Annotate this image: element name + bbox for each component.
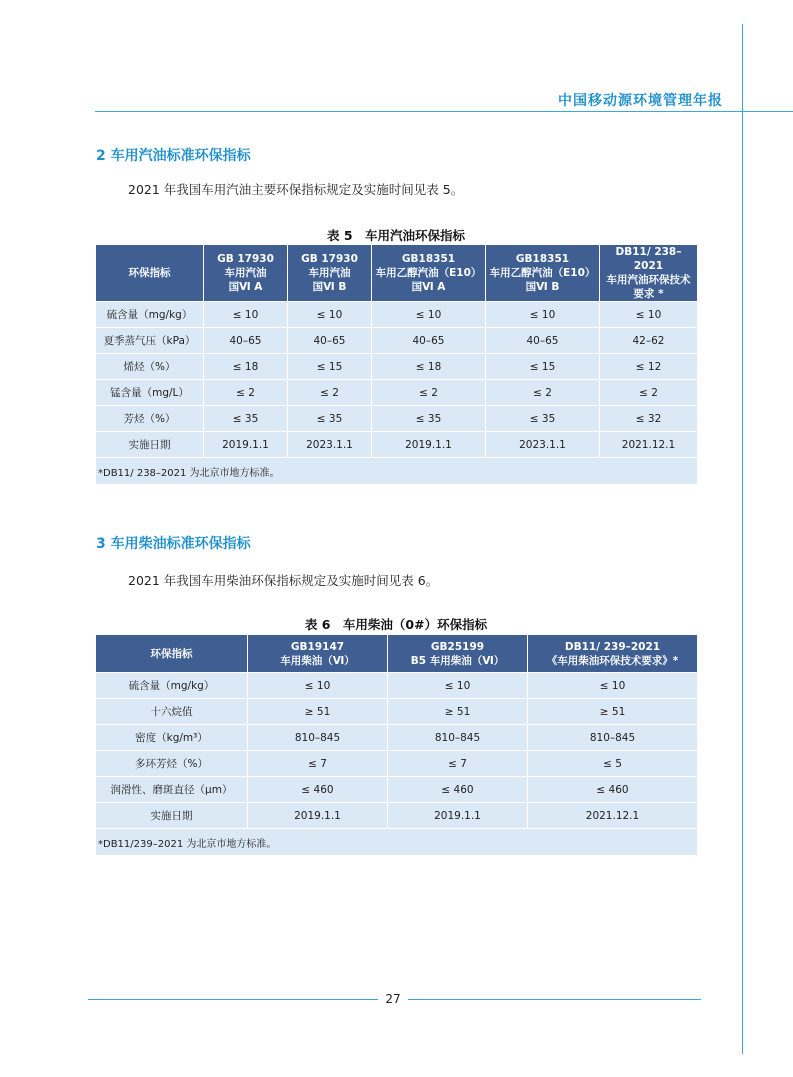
header-indicator: 环保指标 <box>96 245 204 302</box>
section-3-paragraph: 2021 年我国车用柴油环保指标规定及实施时间见表 6。 <box>128 573 439 588</box>
header-db11-238: DB11/ 238–2021 车用汽油环保技术 要求 * <box>600 245 698 302</box>
value-cell: ≤ 32 <box>600 406 698 432</box>
value-cell: 40–65 <box>204 328 288 354</box>
table-note: *DB11/ 238–2021 为北京市地方标准。 <box>96 458 698 485</box>
value-cell: ≤ 7 <box>388 751 528 777</box>
value-cell: ≤ 35 <box>372 406 486 432</box>
value-cell: ≤ 35 <box>486 406 600 432</box>
value-cell: 2023.1.1 <box>288 432 372 458</box>
diesel-standards-table <box>95 634 698 856</box>
header-gb18351-a: GB18351 车用乙醇汽油（E10） 国Ⅵ A <box>372 245 486 302</box>
value-cell: ≤ 18 <box>372 354 486 380</box>
value-cell: 810–845 <box>248 725 388 751</box>
value-cell: ≤ 10 <box>248 673 388 699</box>
section-2-title: 2 车用汽油标准环保指标 <box>96 148 251 164</box>
footer-rule-left <box>88 999 378 1000</box>
table-row <box>96 406 698 432</box>
value-cell: ≤ 18 <box>204 354 288 380</box>
table-row <box>96 777 698 803</box>
indicator-cell: 烯烃（%） <box>96 354 204 380</box>
indicator-cell: 实施日期 <box>96 432 204 458</box>
value-cell: ≤ 2 <box>288 380 372 406</box>
value-cell: 2019.1.1 <box>388 803 528 829</box>
page-edge-line <box>742 24 743 1054</box>
gasoline-standards-table <box>95 244 698 485</box>
value-cell: 2021.12.1 <box>600 432 698 458</box>
value-cell: ≤ 10 <box>372 302 486 328</box>
value-cell: 2019.1.1 <box>204 432 288 458</box>
table-note-row <box>96 829 698 856</box>
table-row <box>96 673 698 699</box>
header-gb19147: GB19147 车用柴油（Ⅵ） <box>248 635 388 673</box>
table-6-caption: 表 6 车用柴油（0#）环保指标 <box>304 617 488 632</box>
table-row <box>96 725 698 751</box>
report-title: 中国移动源环境管理年报 <box>558 93 723 109</box>
indicator-cell: 多环芳烃（%） <box>96 751 248 777</box>
header-indicator: 环保指标 <box>96 635 248 673</box>
table-5-caption: 表 5 车用汽油环保指标 <box>326 228 466 243</box>
section-3-title: 3 车用柴油标准环保指标 <box>96 536 251 552</box>
value-cell: ≥ 51 <box>528 699 698 725</box>
table-row <box>96 803 698 829</box>
section-2-paragraph: 2021 年我国车用汽油主要环保指标规定及实施时间见表 5。 <box>128 182 464 197</box>
indicator-cell: 硫含量（mg/kg） <box>96 673 248 699</box>
value-cell: ≤ 10 <box>288 302 372 328</box>
table-header-row <box>96 635 698 673</box>
indicator-cell: 夏季蒸气压（kPa） <box>96 328 204 354</box>
value-cell: 2019.1.1 <box>248 803 388 829</box>
value-cell: 2023.1.1 <box>486 432 600 458</box>
value-cell: ≤ 12 <box>600 354 698 380</box>
value-cell: 42–62 <box>600 328 698 354</box>
indicator-cell: 密度（kg/m³） <box>96 725 248 751</box>
value-cell: 810–845 <box>528 725 698 751</box>
header-gb18351-b: GB18351 车用乙醇汽油（E10） 国Ⅵ B <box>486 245 600 302</box>
footer-rule-right <box>408 999 701 1000</box>
header-gb17930-a: GB 17930 车用汽油 国Ⅵ A <box>204 245 288 302</box>
value-cell: ≤ 2 <box>486 380 600 406</box>
header-db11-239: DB11/ 239–2021 《车用柴油环保技术要求》* <box>528 635 698 673</box>
indicator-cell: 芳烃（%） <box>96 406 204 432</box>
value-cell: 2019.1.1 <box>372 432 486 458</box>
value-cell: 810–845 <box>388 725 528 751</box>
table-row <box>96 751 698 777</box>
value-cell: ≤ 10 <box>204 302 288 328</box>
header-rule <box>95 111 793 112</box>
value-cell: 40–65 <box>372 328 486 354</box>
indicator-cell: 润滑性、磨斑直径（μm） <box>96 777 248 803</box>
value-cell: ≤ 15 <box>486 354 600 380</box>
value-cell: ≤ 10 <box>600 302 698 328</box>
indicator-cell: 锰含量（mg/L） <box>96 380 204 406</box>
page-number: 27 <box>385 992 401 1006</box>
value-cell: ≤ 10 <box>388 673 528 699</box>
value-cell: ≤ 10 <box>486 302 600 328</box>
header-gb25199: GB25199 B5 车用柴油（Ⅵ） <box>388 635 528 673</box>
value-cell: ≤ 2 <box>372 380 486 406</box>
table-note-row <box>96 458 698 485</box>
value-cell: ≤ 460 <box>388 777 528 803</box>
value-cell: ≤ 460 <box>248 777 388 803</box>
value-cell: ≤ 7 <box>248 751 388 777</box>
value-cell: ≤ 10 <box>528 673 698 699</box>
indicator-cell: 十六烷值 <box>96 699 248 725</box>
table-row <box>96 380 698 406</box>
value-cell: ≤ 2 <box>204 380 288 406</box>
table-header-row <box>96 245 698 302</box>
value-cell: 40–65 <box>486 328 600 354</box>
value-cell: ≤ 460 <box>528 777 698 803</box>
table-row <box>96 699 698 725</box>
value-cell: 40–65 <box>288 328 372 354</box>
value-cell: ≤ 35 <box>288 406 372 432</box>
value-cell: ≤ 2 <box>600 380 698 406</box>
value-cell: ≤ 35 <box>204 406 288 432</box>
table-row <box>96 328 698 354</box>
table-row <box>96 302 698 328</box>
value-cell: ≤ 15 <box>288 354 372 380</box>
table-row <box>96 354 698 380</box>
table-row <box>96 432 698 458</box>
value-cell: ≤ 5 <box>528 751 698 777</box>
value-cell: 2021.12.1 <box>528 803 698 829</box>
value-cell: ≥ 51 <box>248 699 388 725</box>
indicator-cell: 硫含量（mg/kg） <box>96 302 204 328</box>
table-note: *DB11/239–2021 为北京市地方标准。 <box>96 829 698 856</box>
indicator-cell: 实施日期 <box>96 803 248 829</box>
value-cell: ≥ 51 <box>388 699 528 725</box>
header-gb17930-b: GB 17930 车用汽油 国Ⅵ B <box>288 245 372 302</box>
